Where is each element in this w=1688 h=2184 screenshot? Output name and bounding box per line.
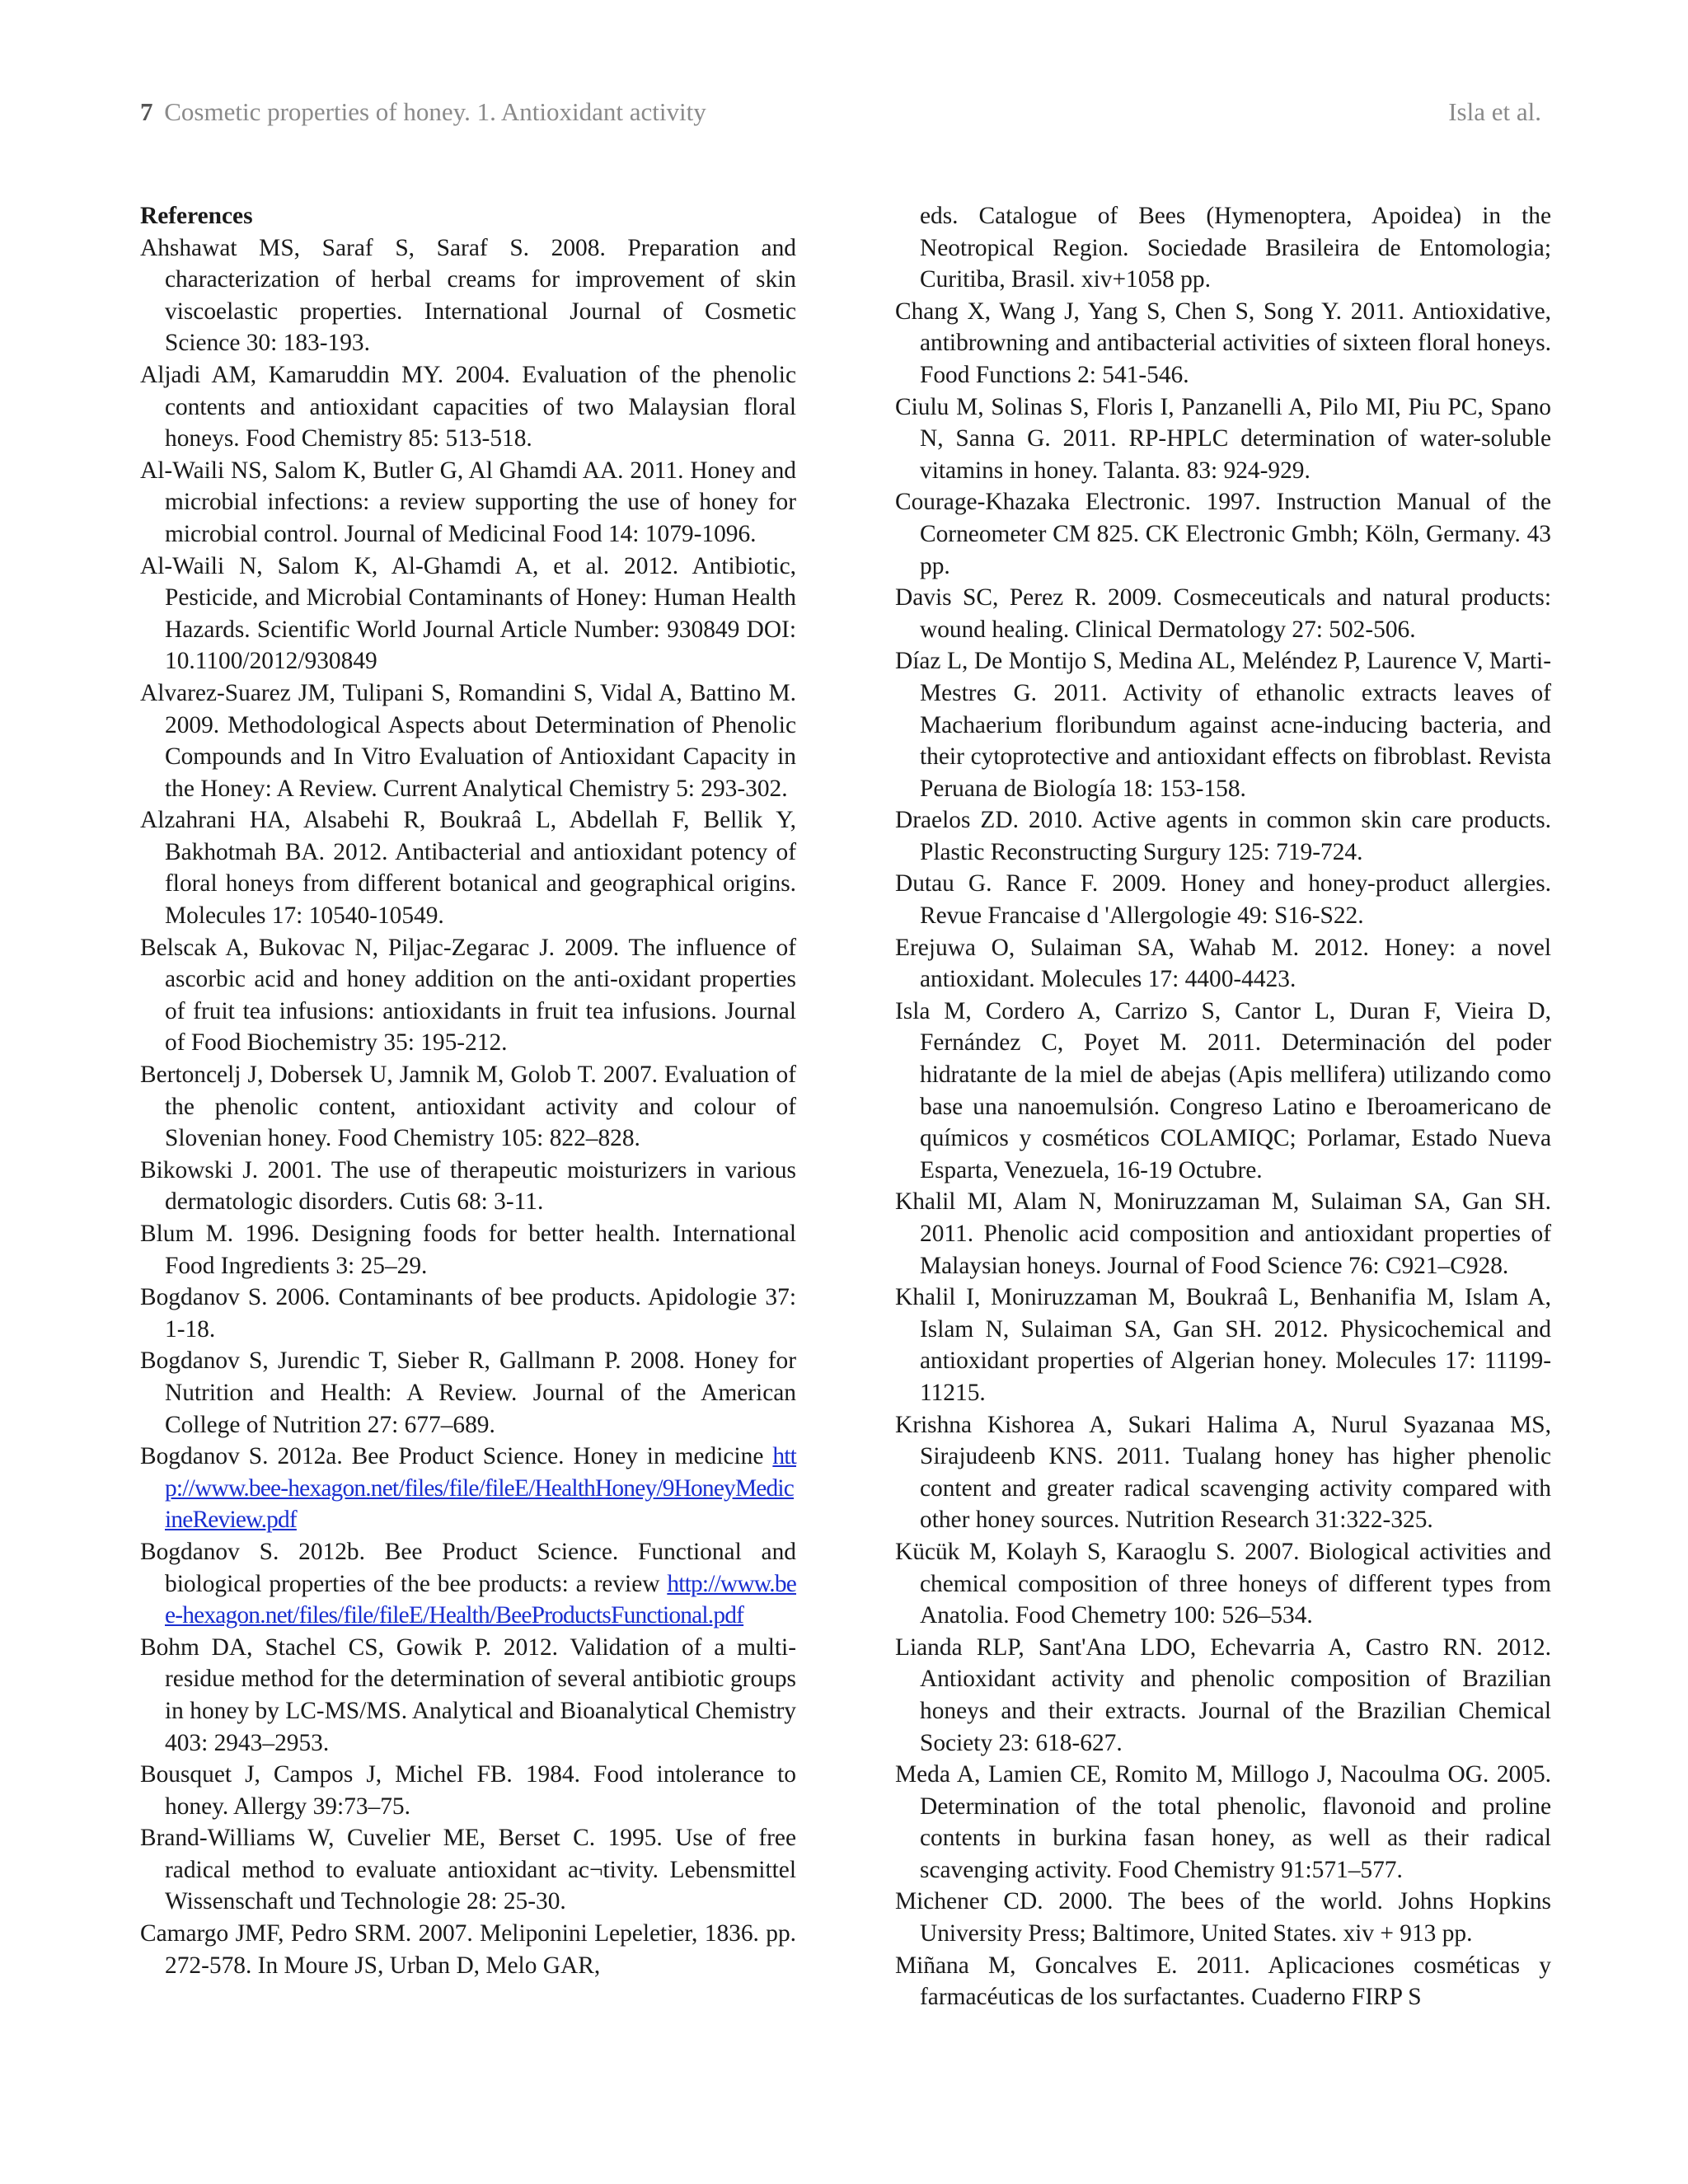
reference-entry: [140, 1918, 796, 1981]
reference-entry: [895, 1950, 1551, 2013]
reference-text: Belscak A, Bukovac N, Piljac-Zegarac J. 2009. The influence of ascorbic acid and honey addition on the anti-oxidant properties of fruit tea infusions: antioxidants in fruit tea infusions. Journal of Food Biochemistry 35: 195-212.: [140, 934, 796, 1057]
reference-entry: [140, 1441, 796, 1536]
reference-text: Lianda RLP, Sant'Ana LDO, Echevarria A, Castro RN. 2012. Antioxidant activity and phenolic composition of Brazilian honeys and their extracts. Journal of the Brazilian Chemical Society 23: 618-627.: [895, 1633, 1551, 1756]
reference-text: Ahshawat MS, Saraf S, Saraf S. 2008. Preparation and characterization of herbal creams for improvement of skin viscoelastic properties. International Journal of Cosmetic Science 30: 183-193.: [140, 234, 796, 357]
reference-entry: [895, 868, 1551, 931]
reference-text: Bogdanov S. 2006. Contaminants of bee products. Apidologie 37: 1-18.: [140, 1284, 796, 1343]
reference-entry: [140, 1536, 796, 1632]
reference-entry: [140, 455, 796, 551]
reference-entry: [140, 677, 796, 804]
running-title-block: [140, 97, 706, 127]
reference-entry: [140, 1155, 796, 1218]
reference-entry: [895, 1536, 1551, 1632]
reference-text: Ciulu M, Solinas S, Floris I, Panzanelli A, Pilo MI, Piu PC, Spano N, Sanna G. 2011. RP-HPLC determination of water-soluble vitamins in honey. Talanta. 83: 924-929.: [895, 393, 1551, 484]
running-title: Cosmetic properties of honey. 1. Antioxidant activity: [164, 97, 706, 126]
reference-entry: [895, 200, 1551, 296]
reference-text: Erejuwa O, Sulaiman SA, Wahab M. 2012. Honey: a novel antioxidant. Molecules 17: 4400-4423.: [895, 934, 1551, 993]
reference-entry: [895, 1886, 1551, 1949]
reference-text: Kücük M, Kolayh S, Karaoglu S. 2007. Biological activities and chemical composition of three honeys of different types from Anatolia. Food Chemetry 100: 526–534.: [895, 1538, 1551, 1629]
reference-link[interactable]: http://www.bee-hexagon.net/files/file/fileE/HealthHoney/9HoneyMedicineReview.pdf: [165, 1443, 796, 1534]
reference-entry: [140, 1759, 796, 1822]
reference-text: Alvarez-Suarez JM, Tulipani S, Romandini S, Vidal A, Battino M. 2009. Methodological Aspects about Determination of Phenolic Compounds and In Vitro Evaluation of Antioxidant Capacity in the Honey: A Review. Current Analytical Chemistry 5: 293-302.: [140, 679, 796, 802]
reference-entry: [895, 1632, 1551, 1759]
left-column: [140, 200, 796, 1981]
reference-entry: [140, 359, 796, 455]
reference-text: Krishna Kishorea A, Sukari Halima A, Nurul Syazanaa MS, Sirajudeenb KNS. 2011. Tualang honey has higher phenolic content and greater radical scavenging activity compared with other honey sources. Nutrition Research 31:322-325.: [895, 1411, 1551, 1534]
reference-entry: [140, 1632, 796, 1759]
reference-entry: [895, 486, 1551, 582]
reference-text: Miñana M, Goncalves E. 2011. Aplicaciones cosméticas y farmacéuticas de los surfactantes. Cuaderno FIRP S: [895, 1952, 1551, 2011]
reference-text: Courage-Khazaka Electronic. 1997. Instruction Manual of the Corneometer CM 825. CK Electronic Gmbh; Köln, Germany. 43 pp.: [895, 489, 1551, 579]
reference-text: Michener CD. 2000. The bees of the world. Johns Hopkins University Press; Baltimore, United States. xiv + 913 pp.: [895, 1888, 1551, 1947]
reference-text: Chang X, Wang J, Yang S, Chen S, Song Y. 2011. Antioxidative, antibrowning and antibacterial activities of sixteen floral honeys. Food Functions 2: 541-546.: [895, 298, 1551, 388]
right-column: [895, 200, 1551, 2013]
reference-entry: [140, 804, 796, 931]
reference-text: Bertoncelj J, Dobersek U, Jamnik M, Golob T. 2007. Evaluation of the phenolic content, antioxidant activity and colour of Slovenian honey. Food Chemistry 105: 822–828.: [140, 1062, 796, 1152]
reference-text: Brand-Williams W, Cuvelier ME, Berset C. 1995. Use of free radical method to evaluate antioxidant ac¬tivity. Lebensmittel Wissenschaft und Technologie 28: 25-30.: [140, 1825, 796, 1915]
reference-text: eds. Catalogue of Bees (Hymenoptera, Apoidea) in the Neotropical Region. Sociedade Brasileira de Entomologia; Curitiba, Brasil. xiv+1058 pp.: [920, 203, 1551, 293]
reference-entry: [895, 296, 1551, 391]
reference-text: Khalil I, Moniruzzaman M, Boukraâ L, Benhanifia M, Islam A, Islam N, Sulaiman SA, Gan SH. 2012. Physicochemical and antioxidant properties of Algerian honey. Molecules 17: 11199-11215.: [895, 1284, 1551, 1406]
reference-entry: [895, 1409, 1551, 1536]
reference-text: Camargo JMF, Pedro SRM. 2007. Meliponini Lepeletier, 1836. pp. 272-578. In Moure JS, Urban D, Melo GAR,: [140, 1920, 796, 1979]
reference-text: Bogdanov S. 2012a. Bee Product Science. Honey in medicine: [140, 1443, 773, 1470]
reference-entry: [895, 645, 1551, 804]
reference-entry: [140, 1218, 796, 1282]
page-number: 7: [140, 97, 153, 126]
reference-link[interactable]: http://www.bee-hexagon.net/files/file/fileE/Health/BeeProductsFunctional.pdf: [165, 1570, 796, 1629]
reference-entry: [140, 1282, 796, 1345]
running-header: [140, 97, 1541, 127]
reference-text: Davis SC, Perez R. 2009. Cosmeceuticals and natural products: wound healing. Clinical Dermatology 27: 502-506.: [895, 584, 1551, 643]
reference-text: Al-Waili N, Salom K, Al-Ghamdi A, et al. 2012. Antibiotic, Pesticide, and Microbial Contaminants of Honey: Human Health Hazards. Scientific World Journal Article Number: 930849 DOI: 10.1100/2012/930849: [140, 552, 796, 675]
reference-text: Dutau G. Rance F. 2009. Honey and honey-product allergies. Revue Francaise d 'Allergologie 49: S16-S22.: [895, 870, 1551, 930]
reference-entry: [140, 551, 796, 677]
reference-entry: [895, 391, 1551, 487]
reference-entry: [140, 932, 796, 1059]
reference-entry: [140, 1822, 796, 1918]
reference-entry: [140, 1345, 796, 1441]
reference-entry: [895, 804, 1551, 868]
reference-text: Bogdanov S, Jurendic T, Sieber R, Gallmann P. 2008. Honey for Nutrition and Health: A Review. Journal of the American College of Nutrition 27: 677–689.: [140, 1347, 796, 1438]
reference-text: Alzahrani HA, Alsabehi R, Boukraâ L, Abdellah F, Bellik Y, Bakhotmah BA. 2012. Antibacterial and antioxidant potency of floral honeys from different botanical and geographical origins. Molecules 17: 10540-10549.: [140, 807, 796, 930]
reference-text: Bohm DA, Stachel CS, Gowik P. 2012. Validation of a multi-residue method for the determination of several antibiotic groups in honey by LC-MS/MS. Analytical and Bioanalytical Chemistry 403: 2943–2953.: [140, 1633, 796, 1756]
reference-entry: [895, 1759, 1551, 1886]
reference-text: Bikowski J. 2001. The use of therapeutic moisturizers in various dermatologic disorders. Cutis 68: 3-11.: [140, 1156, 796, 1216]
reference-text: Al-Waili NS, Salom K, Butler G, Al Ghamdi AA. 2011. Honey and microbial infections: a review supporting the use of honey for microbial control. Journal of Medicinal Food 14: 1079-1096.: [140, 457, 796, 547]
reference-text: Meda A, Lamien CE, Romito M, Millogo J, Nacoulma OG. 2005. Determination of the total phenolic, flavonoid and proline contents in burkina fasan honey, as well as their radical scavenging activity. Food Chemistry 91:571–577.: [895, 1761, 1551, 1883]
reference-text: Bousquet J, Campos J, Michel FB. 1984. Food intolerance to honey. Allergy 39:73–75.: [140, 1761, 796, 1820]
reference-text: Blum M. 1996. Designing foods for better health. International Food Ingredients 3: 25–29.: [140, 1221, 796, 1279]
reference-text: Isla M, Cordero A, Carrizo S, Cantor L, Duran F, Vieira D, Fernández C, Poyet M. 2011. Determinación del poder hidratante de la miel de abejas (Apis mellifera) utilizando como base una nanoemulsión. Congreso Latino e Iberoamericano de químicos y cosméticos COLAMIQC; Porlamar, Estado Nueva Esparta, Venezuela, 16-19 Octubre.: [895, 997, 1551, 1183]
reference-text: Bogdanov S. 2012b. Bee Product Science. Functional and biological properties of the bee products: a review: [140, 1538, 796, 1597]
references-heading: References: [140, 203, 253, 229]
reference-text: Díaz L, De Montijo S, Medina AL, Meléndez P, Laurence V, Marti-Mestres G. 2011. Activity of ethanolic extracts leaves of Machaerium floribundum against acne-inducing bacteria, and their cytoprotective and antioxidant effects on fibroblast. Revista Peruana de Biología 18: 153-158.: [895, 648, 1551, 802]
reference-text: Draelos ZD. 2010. Active agents in common skin care products. Plastic Reconstructing Surgury 125: 719-724.: [895, 807, 1551, 865]
reference-text: Aljadi AM, Kamaruddin MY. 2004. Evaluation of the phenolic contents and antioxidant capacities of two Malaysian floral honeys. Food Chemistry 85: 513-518.: [140, 361, 796, 452]
reference-entry: [895, 1282, 1551, 1408]
reference-entry: [140, 1059, 796, 1155]
reference-entry: [895, 932, 1551, 996]
reference-entry: [140, 232, 796, 359]
reference-entry: [895, 582, 1551, 645]
running-authors: Isla et al.: [1448, 97, 1541, 126]
reference-entry: [895, 996, 1551, 1187]
reference-entry: [895, 1186, 1551, 1282]
reference-text: Khalil MI, Alam N, Moniruzzaman M, Sulaiman SA, Gan SH. 2011. Phenolic acid composition and antioxidant properties of Malaysian honeys. Journal of Food Science 76: C921–C928.: [895, 1188, 1551, 1279]
